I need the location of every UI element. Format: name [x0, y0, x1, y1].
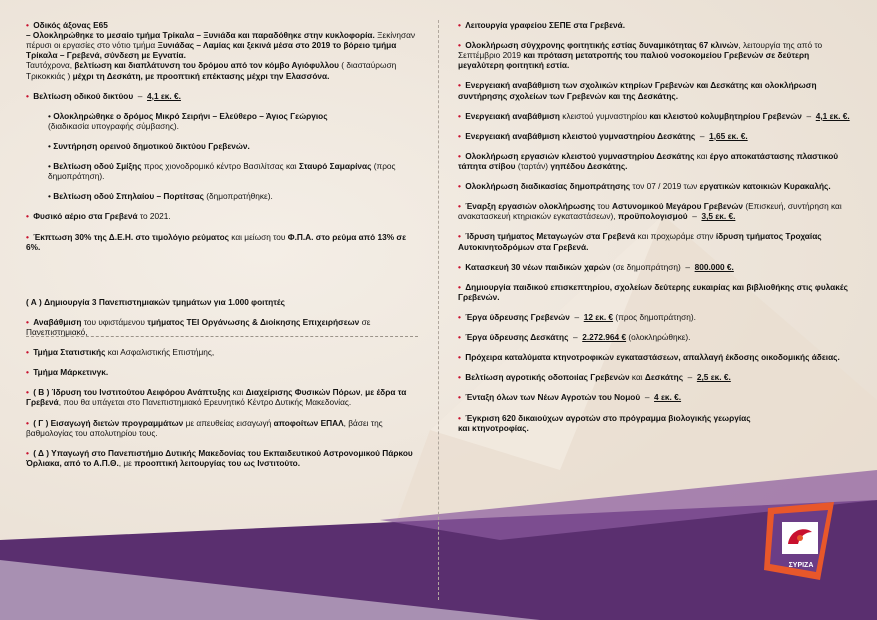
- road-network-item: • Βελτίωση οδικού δικτύου – 4,1 εκ. €.: [26, 90, 181, 101]
- r15-a: Βελτίωση αγροτικής οδοποιίας Γρεβενών: [465, 372, 630, 383]
- road1-title: Ολοκληρώθηκε ο δρόμος Μικρό Σειρήνι – Ελεύθερο – Άγιος Γεώργιος: [53, 110, 328, 121]
- road-label: Βελτίωση οδικού δικτύου: [33, 90, 134, 101]
- b-c: Διαχείρισης Φυσικών Πόρων: [245, 387, 361, 398]
- b-f: , που θα υπάγεται στο Πανεπιστημιακό Ερευνητικό Κέντρο Δυτικής Μακεδονίας.: [58, 397, 352, 408]
- r6-item: • Ολοκλήρωση εργασιών κλειστού γυμναστηρίου Δεσκάτης και έργο αποκατάστασης πλαστικού τάπητα στίβου (ταρτάν) γηπέδου Δεσκάτης.: [458, 150, 839, 171]
- r4-c: και κλειστού κολυμβητηρίου Γρεβενών: [649, 110, 802, 121]
- syriza-logo: [760, 500, 840, 586]
- section-a: [26, 297, 418, 307]
- r9-c: ίδρυση τμήματος Τροχαίας Αυτοκινητοδρόμων στα Γρεβενά.: [458, 231, 822, 252]
- dei-b: και μείωση του: [229, 231, 288, 242]
- r4-b: κλειστού γυμναστηρίου: [560, 110, 650, 121]
- section-g: • ( Γ ) Εισαγωγή διετών προγραμμάτων με απευθείας εισαγωγή αποφοίτων ΕΠΑΛ, βάσει της βαθμολογίας του απολυτηρίου τους.: [26, 417, 383, 438]
- b-a: Ίδρυση του Ινστιτούτου Αειφόρου Ανάπτυξης: [49, 387, 231, 398]
- dei-item: • Έκπτωση 30% της Δ.Ε.Η. στο τιμολόγιο ρεύματος και μείωση του Φ.Π.Α. στο ρεύμα από 13% σε 6%.: [26, 231, 407, 252]
- r7-a: Ολοκλήρωση διαδικασίας δημοπράτησης: [465, 181, 631, 192]
- r14-item: • Πρόχειρα καταλύματα κτηνοτροφικών εγκαταστάσεων, απαλλαγή έκδοσης οικοδομικής άδειας.: [458, 352, 840, 363]
- r10-amount: 800.000 €.: [694, 261, 734, 272]
- r4-amount: 4,1 εκ. €.: [815, 110, 850, 121]
- e65-text-1: – Ολοκληρώθηκε το μεσαίο τμήμα Τρίκαλα – Ξυνιάδα και παραδόθηκε στην κυκλοφορία.: [26, 30, 375, 41]
- natural-gas-item: • Φυσικό αέριο στα Γρεβενά το 2021.: [26, 211, 171, 222]
- r12-amount: 12 εκ. €: [583, 311, 614, 322]
- e65-section: • Οδικός άξονας Ε65 – Ολοκληρώθηκε το μεσαίο τμήμα Τρίκαλα – Ξυνιάδα και παραδόθηκε στην κυκλοφορία. Ξεκίνησαν πέρυσι οι εργασίες στο νότιο τμήμα Ξυνιάδας – Λαμίας και ξεκινά μέσα στο 2019 το βόρειο τμήμα Τρίκαλα – Γρεβενά, σύνδεση με Εγνατία. Ταυτόχρονα, βελτίωση και διαπλάτυνση του δρόμου από τον κόμβο Αγιόφυλλου ( διασταύρωση Τρικοκκιάς ) μέχρι τη Δεσκάτη, με προοπτική επέκτασης μέχρι την Ελασσόνα.: [26, 20, 416, 81]
- r16-item: • Ένταξη όλων των Νέων Αγροτών του Νομού – 4 εκ. €.: [458, 392, 682, 403]
- tei-c: τμήματος ΤΕΙ Οργάνωσης & Διοίκησης Επιχειρήσεων: [147, 316, 360, 327]
- d-a: Υπαγωγή στο Πανεπιστήμιο Δυτικής Μακεδονίας του Εκπαιδευτικού Αστρονομικού Πάρκου Όρλιακα, από το Α.Π.Θ.: [26, 447, 413, 468]
- r15-amount: 2,5 εκ. €.: [696, 372, 731, 383]
- r12-b: (προς δημοπράτηση).: [613, 311, 696, 322]
- right-column: [458, 20, 850, 440]
- r6-b: και: [694, 150, 710, 161]
- tei-a: Αναβάθμιση: [33, 316, 82, 327]
- r8-e: προϋπολογισμού: [617, 211, 688, 222]
- r16-amount: 4 εκ. €.: [654, 392, 682, 403]
- e65-text-7: μέχρι τη Δεσκάτη, με προοπτική επέκτασης μέχρι την Ελασσόνα.: [72, 70, 330, 81]
- r6-d: (ταρτάν): [515, 160, 551, 171]
- r6-e: γηπέδου Δεσκάτης.: [550, 160, 628, 171]
- r10-b: (σε δημοπράτηση): [610, 261, 681, 272]
- r8-d: (Επισκευή, συντήρηση και ανακατασκευή κτηριακών εγκαταστάσεων),: [458, 201, 842, 222]
- e65-text-6: ( διασταύρωση Τρικοκκιάς ): [26, 60, 397, 81]
- r8-c: Αστυνομικού Μεγάρου Γρεβενών: [612, 201, 744, 212]
- tei-d: σε Πανεπιστημιακό,: [26, 316, 371, 337]
- r5-a: Ενεργειακή αναβάθμιση κλειστού γυμναστηρίου Δεσκάτης: [465, 130, 696, 141]
- r3: Ενεργειακή αναβάθμιση των σχολικών κτηρίων Γρεβενών και Δεσκάτης και ολοκλήρωση συντήρησης σχολείων των Γρεβενών και της Δεσκάτης.: [458, 80, 817, 101]
- g-b: με απευθείας εισαγωγή: [183, 417, 274, 428]
- r15-c: Δεσκάτης: [644, 372, 684, 383]
- b-tag: ( Β ): [33, 387, 50, 398]
- g-c: αποφοίτων ΕΠΑΛ: [273, 417, 344, 428]
- r9-item: • Ίδρυση τμήματος Μεταγωγών στα Γρεβενά και προχωράμε στην ίδρυση τμήματος Τροχαίας Αυτοκινητοδρόμων στα Γρεβενά.: [458, 231, 822, 252]
- r7-c: εργατικών κατοικιών Κυρακαλής.: [699, 181, 831, 192]
- r15-item: • Βελτίωση αγροτικής οδοποιίας Γρεβενών και Δεσκάτης – 2,5 εκ. €.: [458, 372, 731, 383]
- section-d: • ( Δ ) Υπαγωγή στο Πανεπιστήμιο Δυτικής Μακεδονίας του Εκπαιδευτικού Αστρονομικού Πάρκου Όρλιακα, από το Α.Π.Θ., με προοπτική λειτουργίας του ως Ινστιτούτο.: [26, 447, 413, 468]
- r6-a: Ολοκλήρωση εργασιών κλειστού γυμναστηρίου Δεσκάτης: [465, 150, 695, 161]
- e65-title: Οδικός άξονας Ε65: [33, 20, 108, 30]
- r8-item: • Έναρξη εργασιών ολοκλήρωσης του Αστυνομικού Μεγάρου Γρεβενών (Επισκευή, συντήρηση και ανακατασκευή κτηριακών εγκαταστάσεων), προϋπολογισμού – 3,5 εκ. €.: [458, 201, 842, 222]
- road4-b: (δημοπρατήθηκε).: [203, 191, 273, 202]
- marketing-item: • Τμήμα Μάρκετινγκ.: [26, 367, 109, 378]
- road-4: • Βελτίωση οδού Σπηλαίου – Πορτίτσας (δημοπρατήθηκε).: [48, 191, 273, 202]
- r4-item: • Ενεργειακή αναβάθμιση κλειστού γυμναστηρίου και κλειστού κολυμβητηρίου Γρεβενών – 4,1 εκ. €.: [458, 110, 850, 121]
- a-text: Δημιουργία 3 Πανεπιστημιακών τμημάτων για 1.000 φοιτητές: [44, 296, 285, 307]
- tei-item: • Αναβάθμιση του υφιστάμενου τμήματος ΤΕΙ Οργάνωσης & Διοίκησης Επιχειρήσεων σε Πανεπιστημιακό,: [26, 316, 371, 337]
- r5-item: • Ενεργειακή αναβάθμιση κλειστού γυμναστηρίου Δεσκάτης – 1,65 εκ. €.: [458, 130, 748, 141]
- gas-a: Φυσικό αέριο στα Γρεβενά: [33, 211, 138, 222]
- r9-a: Ίδρυση τμήματος Μεταγωγών στα Γρεβενά: [465, 231, 636, 242]
- r16-a: Ένταξη όλων των Νέων Αγροτών του Νομού: [465, 392, 641, 403]
- logo-label: ΣΥΡΙΖΑ: [788, 562, 814, 569]
- r10-a: Κατασκευή 30 νέων παιδικών χαρών: [465, 261, 611, 272]
- r3-item: • Ενεργειακή αναβάθμιση των σχολικών κτηρίων Γρεβενών και Δεσκάτης και ολοκλήρωση συντήρησης σχολείων των Γρεβενών και της Δεσκάτης.: [458, 80, 817, 101]
- section-b: • ( Β ) Ίδρυση του Ινστιτούτου Αειφόρου Ανάπτυξης και Διαχείρισης Φυσικών Πόρων, με έδρα τα Γρεβενά, που θα υπάγεται στο Πανεπιστημιακό Ερευνητικό Κέντρο Δυτικής Μακεδονίας.: [26, 387, 407, 408]
- b-b: και: [230, 387, 246, 398]
- column-divider: [438, 20, 439, 600]
- r2-b: , λειτουργία της από το Σεπτέμβριο 2019: [458, 40, 823, 61]
- road3-d: (προς δημοπράτηση).: [48, 161, 396, 182]
- r10-item: • Κατασκευή 30 νέων παιδικών χαρών (σε δημοπράτηση) – 800.000 €.: [458, 261, 734, 272]
- r8-amount: 3,5 εκ. €.: [701, 211, 736, 222]
- dei-a: Έκπτωση 30% της Δ.Ε.Η. στο τιμολόγιο ρεύματος: [33, 231, 229, 242]
- r11-item: • Δημιουργία παιδικού επισκεπτηρίου, σχολείων δεύτερης ευκαιρίας και βιβλιοθήκης στις φυλακές Γρεβενών.: [458, 281, 848, 302]
- d-b: , με: [118, 457, 135, 468]
- r4-a: Ενεργειακή αναβάθμιση: [465, 110, 560, 121]
- r2-item: • Ολοκλήρωση σύγχρονης φοιτητικής εστίας δυναμικότητας 67 κλινών, λειτουργία της από το Σεπτέμβριο 2019 και πρόταση μετατροπής του παλιού νοσοκομείου Γρεβενών σε δεύτερη μεγαλύτερη φοιτητική εστία.: [458, 40, 823, 71]
- r13-a: Έργα ύδρευσης Δεσκάτης: [465, 332, 569, 343]
- r6-c: έργο αποκατάστασης πλαστικού τάπητα στίβου: [458, 150, 839, 171]
- r2-a: Ολοκλήρωση σύγχρονης φοιτητικής εστίας δυναμικότητας 67 κλινών: [465, 40, 739, 51]
- r1-item: • Λειτουργία γραφείου ΣΕΠΕ στα Γρεβενά.: [458, 20, 626, 30]
- r7-item: • Ολοκλήρωση διαδικασίας δημοπράτησης τον 07 / 2019 των εργατικών κατοικιών Κυρακαλής.: [458, 181, 831, 192]
- gas-b: το 2021.: [137, 211, 171, 222]
- r12-a: Έργα ύδρευσης Γρεβενών: [465, 311, 570, 322]
- tei-b: του υφιστάμενου: [81, 316, 148, 327]
- road3-a: Βελτίωση οδού Σμίξης: [53, 161, 142, 172]
- r7-b: τον 07 / 2019 των: [630, 181, 700, 192]
- r11-a: Δημιουργία παιδικού επισκεπτηρίου, σχολείων δεύτερης ευκαιρίας και βιβλιοθήκης στις φυλακές Γρεβενών.: [458, 281, 848, 302]
- d-c: προοπτική λειτουργίας του ως Ινστιτούτο.: [134, 457, 301, 468]
- g-tag: ( Γ ): [33, 417, 49, 428]
- r14: Πρόχειρα καταλύματα κτηνοτροφικών εγκαταστάσεων, απαλλαγή έκδοσης οικοδομικής άδειας.: [465, 352, 840, 363]
- g-d: , βάσει της βαθμολογίας του απολυτηρίου τους.: [26, 417, 383, 438]
- road-3: • Βελτίωση οδού Σμίξης προς χιονοδρομικό κέντρο Βασιλίτσας και Σταυρό Σαμαρίνας (προς δημοπράτηση).: [48, 161, 396, 182]
- b-d: ,: [360, 387, 366, 398]
- r8-a: Έναρξη εργασιών ολοκλήρωσης: [465, 201, 596, 212]
- a-tag: ( Α ): [26, 296, 42, 307]
- r5-amount: 1,65 εκ. €.: [709, 130, 748, 141]
- e65-text-4: Ταυτόχρονα,: [26, 60, 75, 71]
- dei-c: Φ.Π.Α. στο ρεύμα από 13% σε 6%.: [26, 231, 407, 252]
- r17-item: • Έγκριση 620 δικαιούχων αγροτών στο πρόγραμμα βιολογικής γεωργίας και κτηνοτροφίας.: [458, 412, 751, 433]
- stat-b: και Ασφαλιστικής Επιστήμης,: [105, 347, 215, 358]
- road-amount: 4,1 εκ. €.: [147, 90, 181, 101]
- r12-item: • Έργα ύδρευσης Γρεβενών – 12 εκ. € (προς δημοπράτηση).: [458, 311, 696, 322]
- road4-a: Βελτίωση οδού Σπηλαίου – Πορτίτσας: [53, 191, 204, 202]
- g-a: Εισαγωγή διετών προγραμμάτων: [48, 417, 184, 428]
- road-1: • Ολοκληρώθηκε ο δρόμος Μικρό Σειρήνι – Ελεύθερο – Άγιος Γεώργιος (διαδικασία υπογραφής σύμβασης).: [48, 110, 328, 131]
- b-e: με έδρα τα Γρεβενά: [26, 387, 407, 408]
- r8-b: του: [595, 201, 613, 212]
- r13-amount: 2.272.964 €: [582, 332, 627, 343]
- road3-b: προς χιονοδρομικό κέντρο Βασιλίτσας και: [141, 161, 299, 172]
- e65-text-2: Ξεκίνησαν πέρυσι οι εργασίες στο νότιο τμήμα: [26, 30, 416, 51]
- r13-b: (ολοκληρώθηκε).: [626, 332, 691, 343]
- statistics-item: • Τμήμα Στατιστικής και Ασφαλιστικής Επιστήμης,: [26, 347, 215, 358]
- mkt: Τμήμα Μάρκετινγκ.: [33, 367, 109, 378]
- e65-text-5: βελτίωση και διαπλάτυνση του δρόμου από τον κόμβο Αγιόφυλλου: [74, 60, 339, 71]
- road2-title: Συντήρηση ορεινού δημοτικού δικτύου Γρεβενών.: [53, 140, 250, 151]
- r1: Λειτουργία γραφείου ΣΕΠΕ στα Γρεβενά.: [465, 20, 626, 30]
- r17-a: Έγκριση 620 δικαιούχων αγροτών στο πρόγραμμα βιολογικής γεωργίας και κτηνοτροφίας.: [458, 412, 751, 433]
- road3-c: Σταυρό Σαμαρίνας: [298, 161, 372, 172]
- d-tag: ( Δ ): [33, 447, 50, 458]
- road-2: • Συντήρηση ορεινού δημοτικού δικτύου Γρεβενών.: [48, 140, 250, 151]
- stat-a: Τμήμα Στατιστικής: [33, 347, 106, 358]
- road1-note: (διαδικασία υπογραφής σύμβασης).: [48, 120, 179, 131]
- r15-b: και: [629, 372, 645, 383]
- r9-b: και προχωράμε στην: [635, 231, 716, 242]
- r2-c: και πρόταση μετατροπής του παλιού νοσοκομείου Γρεβενών σε δεύτερη μεγαλύτερη φοιτητική εστία.: [458, 50, 810, 71]
- r13-item: • Έργα ύδρευσης Δεσκάτης – 2.272.964 € (ολοκληρώθηκε).: [458, 332, 691, 343]
- e65-text-3: Ξυνιάδας – Λαμίας και ξεκινά μέσα στο 2019 το βόρειο τμήμα Τρίκαλα – Γρεβενά, σύνδεση με Εγνατία.: [26, 40, 397, 61]
- left-column: [26, 20, 418, 475]
